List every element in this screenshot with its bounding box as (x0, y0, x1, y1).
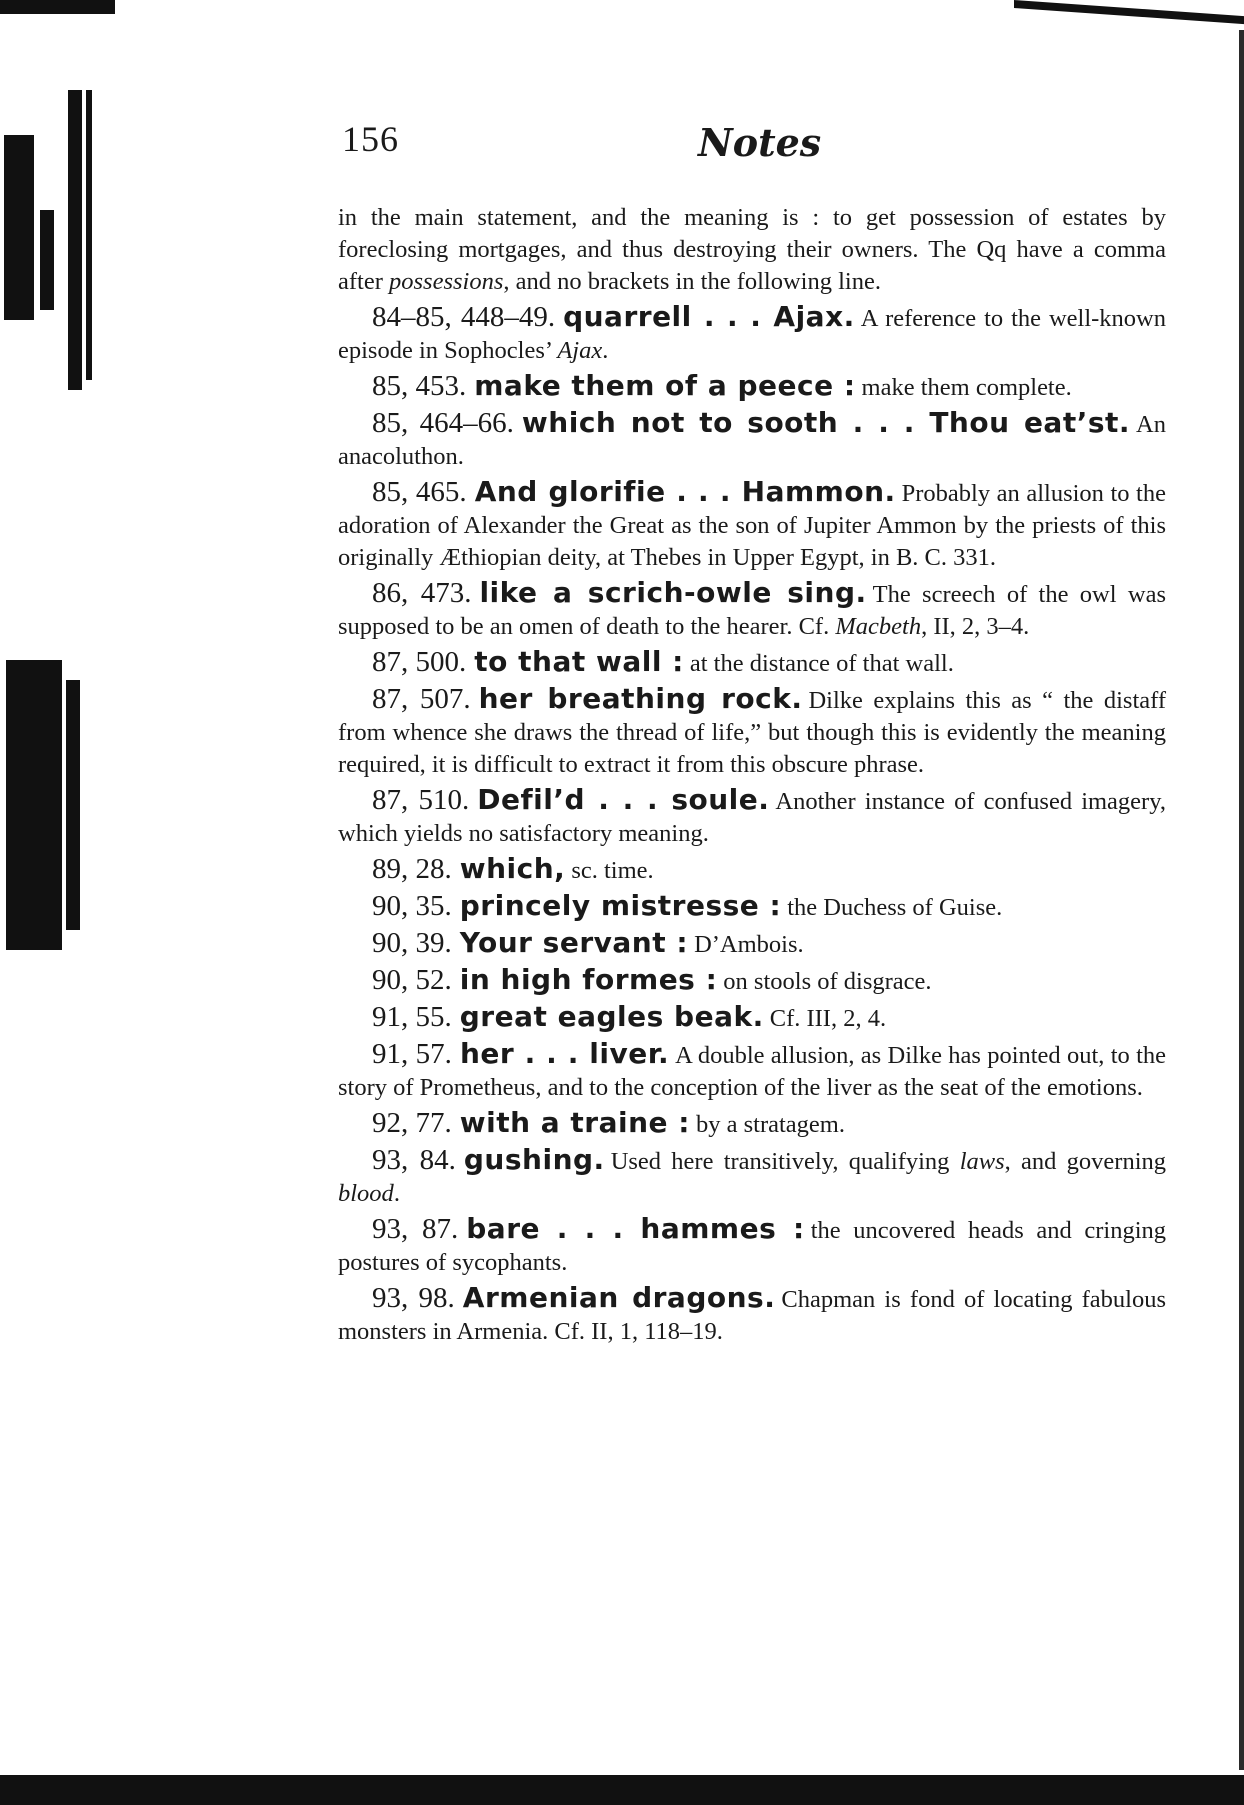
note-text: A reference to the well-known episode in Sophocles’ (338, 305, 1167, 364)
note-text: The screech of the owl was supposed to be an omen of death to the hearer. Cf. (338, 581, 1166, 640)
note-lemma: Defil’d . . . soule. (477, 783, 770, 816)
note-entry (338, 646, 1166, 680)
note-entry (338, 683, 1166, 781)
note-reference: 93, 84. (372, 1144, 456, 1176)
scan-edge-right (1239, 30, 1244, 1770)
note-text: at the distance of that wall. (689, 650, 954, 677)
note-reference: 87, 510. (372, 784, 470, 816)
note-reference: 84–85, 448–49. (372, 301, 556, 333)
note-text: Dilke explains this as “ the distaff from whence she draws the thread of life,” but though this is evidently the meaning required, it is difficult to extract it from this obscure phrase. (338, 687, 1166, 778)
note-text: Used here transitively, qualifying (610, 1148, 960, 1175)
page-number: 156 (342, 119, 399, 159)
note-reference: 90, 35. (372, 890, 452, 922)
note-reference: 92, 77. (372, 1107, 452, 1139)
note-lemma: which not to sooth . . . Thou eat’st. (521, 406, 1131, 439)
scan-edge-top (0, 0, 115, 14)
note-lemma: quarrell . . . Ajax. (563, 300, 855, 333)
gutter-shadow (6, 660, 62, 950)
note-reference: 91, 55. (372, 1001, 452, 1033)
note-entry (338, 407, 1166, 473)
note-text: Cf. III, 2, 4. (769, 1005, 887, 1032)
note-continuation (338, 202, 1166, 298)
note-lemma: in high formes : (459, 963, 718, 996)
note-lemma: Armenian dragons. (462, 1281, 776, 1314)
note-entry (338, 1213, 1166, 1279)
note-entry (338, 853, 1166, 887)
gutter-shadow (66, 680, 80, 930)
note-text: , and no brackets in the following line. (503, 268, 881, 295)
note-text: the Duchess of Guise. (787, 894, 1003, 921)
note-lemma: her breathing rock. (478, 682, 803, 715)
note-text: A double allusion, as Dilke has pointed out, to the story of Prometheus, and to the conception of the liver as the seat of the emotions. (338, 1042, 1167, 1101)
note-lemma: to that wall : (474, 645, 684, 678)
note-lemma: make them of a peece : (474, 369, 856, 402)
note-text: in the main statement, and the meaning is : to get possession of estates by foreclosing mortgages, and thus destroying their owners. The Qq have a comma after (338, 204, 1166, 295)
notes-list (338, 202, 1166, 1351)
note-entry (338, 577, 1166, 643)
scan-edge-bottom (0, 1775, 1244, 1805)
note-reference: 85, 453. (372, 370, 467, 402)
note-text: sc. time. (571, 857, 654, 884)
note-lemma: bare . . . hammes : (466, 1212, 805, 1245)
note-text: by a stratagem. (695, 1111, 845, 1138)
note-entry (338, 1144, 1166, 1210)
note-lemma: which, (459, 852, 566, 885)
page-heading: Notes (698, 120, 822, 165)
note-text: . (393, 1180, 400, 1207)
note-reference: 86, 473. (372, 577, 472, 609)
running-head (338, 118, 1166, 178)
note-text: on stools of disgrace. (723, 968, 932, 995)
note-lemma: her . . . liver. (459, 1037, 670, 1070)
note-text: An anacoluthon. (338, 411, 1166, 470)
note-text: Probably an allusion to the adoration of Alexander the Great as the son of Jupiter Ammon by the priests of this originally Æthiopian deity, at Thebes in Upper Egypt, in B. C. 331. (338, 480, 1166, 571)
note-lemma: great eagles beak. (459, 1000, 764, 1033)
note-reference: 91, 57. (372, 1038, 452, 1070)
note-lemma: with a traine : (459, 1106, 690, 1139)
note-text: make them complete. (861, 374, 1072, 401)
note-entry (338, 927, 1166, 961)
gutter-shadow (40, 210, 54, 310)
note-italic-text: Ajax (557, 337, 603, 364)
note-italic-text: laws (959, 1148, 1005, 1175)
note-reference: 87, 500. (372, 646, 467, 678)
note-text: Another instance of confused imagery, which yields no satisfactory meaning. (338, 788, 1166, 847)
note-entry (338, 1038, 1166, 1104)
note-entry (338, 1107, 1166, 1141)
note-lemma: And glorifie . . . Hammon. (474, 475, 896, 508)
gutter-shadow (86, 90, 92, 380)
note-lemma: princely mistresse : (459, 889, 782, 922)
note-reference: 87, 507. (372, 683, 471, 715)
scan-edge-top-right (1014, 0, 1244, 24)
note-text: D’Ambois. (694, 931, 804, 958)
note-lemma: Your servant : (459, 926, 689, 959)
note-reference: 93, 98. (372, 1282, 455, 1314)
note-text: the uncovered heads and cringing postures of sycophants. (338, 1217, 1167, 1276)
note-entry (338, 964, 1166, 998)
note-lemma: gushing. (463, 1143, 605, 1176)
note-entry (338, 301, 1166, 367)
note-text: , II, 2, 3–4. (921, 613, 1030, 640)
note-entry (338, 370, 1166, 404)
note-reference: 85, 465. (372, 476, 467, 508)
note-entry (338, 890, 1166, 924)
gutter-shadow (4, 135, 34, 320)
note-text: Chapman is fond of locating fabulous monsters in Armenia. Cf. II, 1, 118–19. (338, 1286, 1167, 1345)
note-italic-text: blood (338, 1180, 394, 1207)
note-reference: 85, 464–66. (372, 407, 514, 439)
note-entry (338, 476, 1166, 574)
note-entry (338, 784, 1166, 850)
note-text: , and governing (1004, 1148, 1166, 1175)
note-lemma: like a scrich-owle sing. (479, 576, 867, 609)
note-entry (338, 1282, 1166, 1348)
note-reference: 90, 39. (372, 927, 452, 959)
note-reference: 93, 87. (372, 1213, 459, 1245)
note-text: . (602, 337, 609, 364)
note-reference: 89, 28. (372, 853, 452, 885)
gutter-shadow (68, 90, 82, 390)
note-italic-text: possessions (389, 268, 504, 295)
note-entry (338, 1001, 1166, 1035)
note-italic-text: Macbeth (835, 613, 922, 640)
note-reference: 90, 52. (372, 964, 452, 996)
